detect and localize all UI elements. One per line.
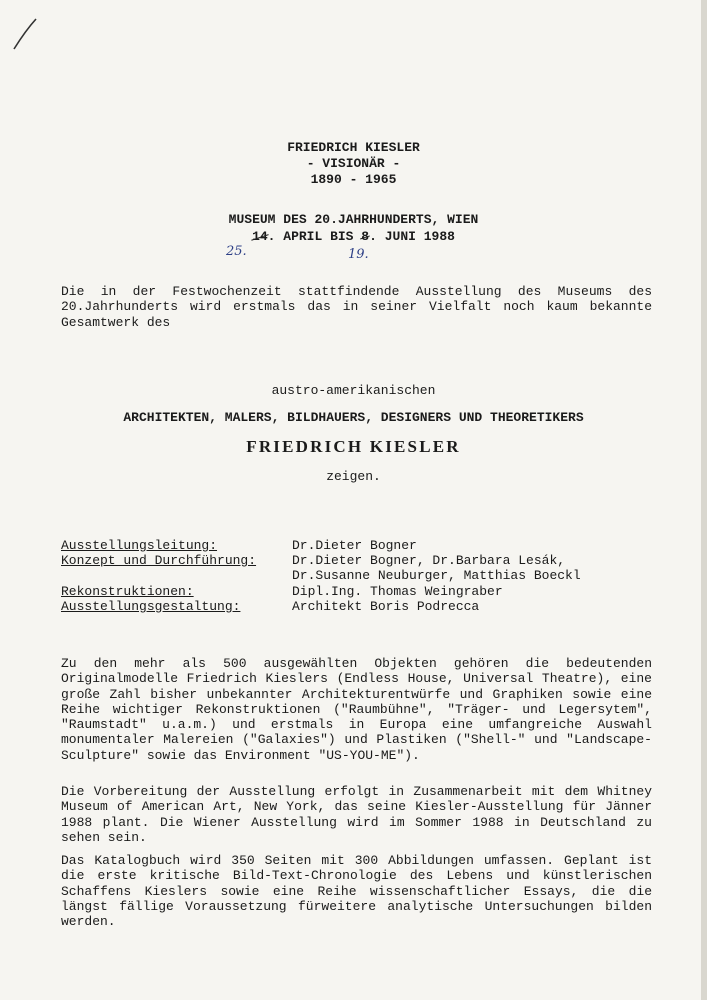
pencil-mark-icon: [10, 16, 40, 52]
nationality-line: austro-amerikanischen: [271, 383, 436, 398]
date-middle: . APRIL BIS: [267, 229, 362, 244]
credit-row: [61, 599, 581, 614]
credit-label: Ausstellungsgestaltung:: [61, 598, 241, 614]
credit-row: [61, 584, 581, 599]
paragraph-preparation: Die Vorbereitung der Ausstellung erfolgt in Zusammenarbeit mit dem Whitney Museum of American Art, New York, das seine Kiesler-Ausstellung für Jänner 1988 plant. Die Wiener Ausstellung wird im Sommer 1988 in Deutschland zu sehen sein.: [61, 784, 652, 845]
exhibition-dates: [0, 229, 707, 245]
credit-row: [61, 553, 581, 583]
credit-label: Rekonstruktionen:: [61, 583, 194, 599]
date-end: . JUNI 1988: [369, 229, 455, 244]
credit-label: Ausstellungsleitung:: [61, 538, 218, 553]
end-day-struck: 8: [361, 229, 370, 244]
start-day-struck: 14: [252, 229, 268, 244]
paragraph-catalogue: Das Katalogbuch wird 350 Seiten mit 300 Abbildungen umfassen. Geplant ist die erste kritische Bild-Text-Chronologie des Lebens und künstlerischen Schaffens Kieslers sowie eine Reihe wissenschaftlicher Essays, die die längst fällige Voraussetzung fürweitere analytische Untersuchungen bilden werden.: [61, 853, 652, 930]
credit-label: Konzept und Durchführung:: [61, 553, 257, 569]
credit-value: Dr.Dieter Bogner: [292, 538, 417, 553]
professions-line: ARCHITEKTEN, MALERS, BILDHAUERS, DESIGNERS UND THEORETIKERS: [123, 410, 584, 425]
credits-list: [61, 538, 581, 614]
credit-value: Dr.Susanne Neuburger, Matthias Boeckl: [292, 568, 581, 584]
header-name: FRIEDRICH KIESLER: [287, 140, 420, 155]
museum-name: MUSEUM DES 20.JAHRHUNDERTS, WIEN: [228, 212, 479, 227]
credit-value: Dipl.Ing. Thomas Weingraber: [292, 583, 503, 599]
handwritten-end-day: 19.: [348, 247, 369, 262]
paragraph-objects: Zu den mehr als 500 ausgewählten Objekten gehören die bedeutenden Originalmodelle Friedrich Kieslers (Endless House, Universal Theatre), eine große Zahl bisher unbekannter Architekturentwürfe und Graphiken sowie eine Reihe wichtiger Rekonstruktionen ("Raumbühne", "Träger- und Legersytem", "Raumstadt" u.a.m.) und erstmals in Europa eine umfangreiche Auswahl monumentaler Malereien ("Galaxies") und Plastiken ("Shell-" und "Landscape-Sculpture" sowie das Environment "US-YOU-ME").: [61, 656, 652, 763]
credit-value: Dr.Dieter Bogner, Dr.Barbara Lesák,: [292, 553, 566, 569]
credit-value: Architekt Boris Podrecca: [292, 598, 480, 614]
intro-paragraph: Die in der Festwochenzeit stattfindende Ausstellung des Museums des 20.Jahrhunderts wird erstmals das in seiner Vielfalt noch kaum bekannte Gesamtwerk des: [61, 284, 652, 330]
header-subtitle: - VISIONÄR -: [306, 156, 401, 171]
artist-name-banner: FRIEDRICH KIESLER: [246, 437, 461, 456]
verb-line: zeigen.: [326, 469, 381, 484]
handwritten-start-day: 25.: [226, 244, 247, 259]
header-years: 1890 - 1965: [310, 172, 397, 187]
credit-row: [61, 538, 581, 553]
